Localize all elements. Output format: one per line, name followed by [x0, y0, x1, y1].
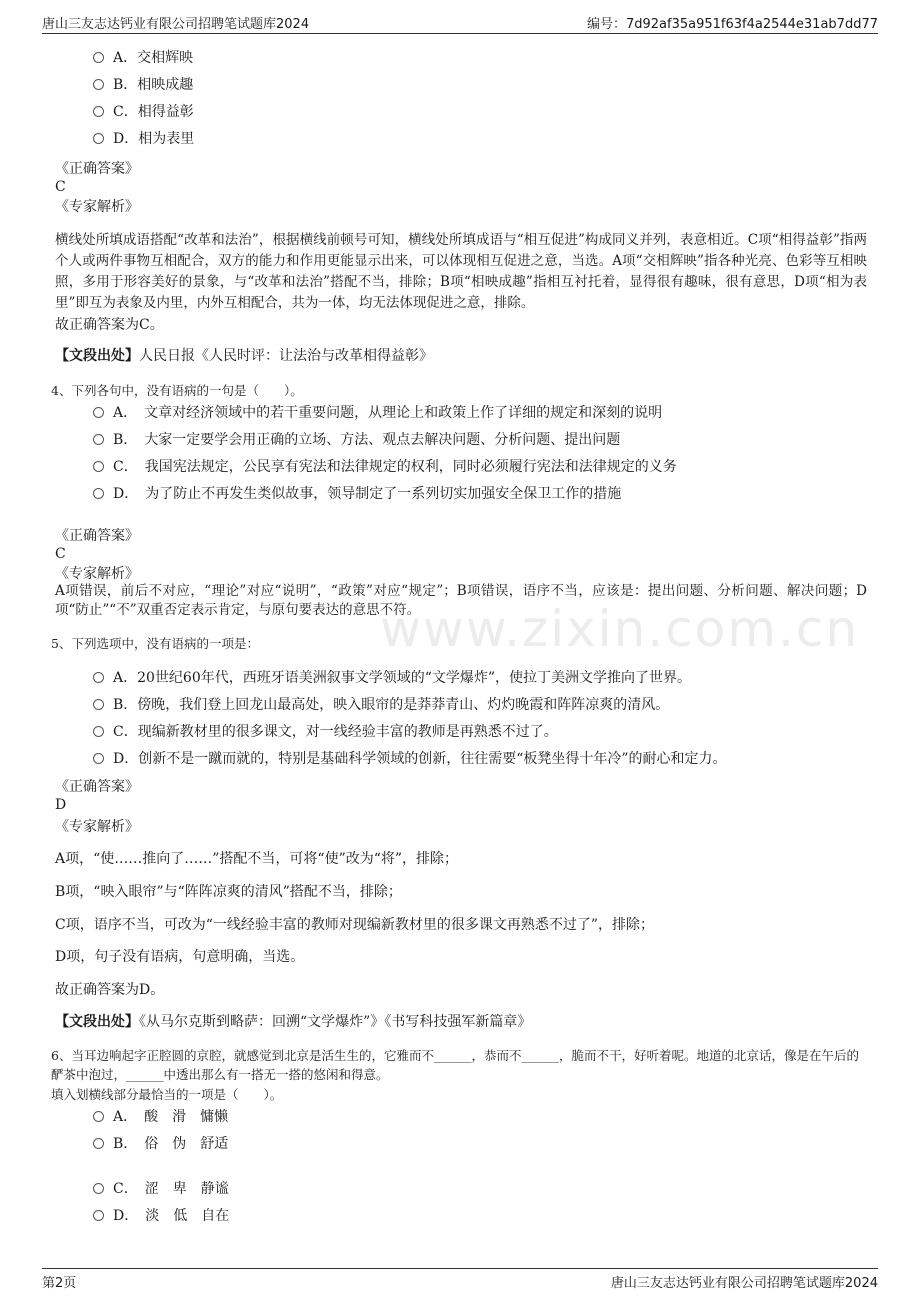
- q3-option-b[interactable]: B．相映成趣: [93, 76, 193, 94]
- radio-icon[interactable]: [93, 434, 104, 445]
- q6-stem-instruction: 填入划横线部分最恰当的一项是（ ）。: [51, 1087, 283, 1102]
- q5-option-c[interactable]: C．现编新教材里的很多课文，对一线经验丰富的教师是再熟悉不过了。: [93, 723, 558, 741]
- radio-icon[interactable]: [93, 52, 104, 63]
- q3-option-a[interactable]: A．交相辉映: [93, 49, 193, 67]
- q5-conclusion: 故正确答案为D。: [55, 982, 165, 998]
- watermark: www.zixin.com.cn: [380, 600, 860, 658]
- q6-option-b[interactable]: B． 俗 伪 舒适: [93, 1135, 228, 1153]
- q6-option-c[interactable]: C． 涩 卑 静谧: [93, 1180, 229, 1198]
- q5-analysis-label: 《专家解析》: [55, 819, 139, 835]
- q4-option-c[interactable]: C． 我国宪法规定，公民享有宪法和法律规定的权利，同时必须履行宪法和法律规定的义务: [93, 458, 677, 476]
- radio-icon[interactable]: [93, 461, 104, 472]
- q6-option-d[interactable]: D． 淡 低 自在: [93, 1207, 229, 1225]
- radio-icon[interactable]: [93, 1183, 104, 1194]
- radio-icon[interactable]: [93, 1138, 104, 1149]
- radio-icon[interactable]: [93, 1210, 104, 1221]
- footer-title: 唐山三友志达钙业有限公司招聘笔试题库2024: [610, 1276, 878, 1291]
- page-number: 第2页: [42, 1276, 77, 1291]
- radio-icon[interactable]: [93, 699, 104, 710]
- radio-icon[interactable]: [93, 672, 104, 683]
- header-serial: 编号：7d92af35a951f63f4a2544e31ab7dd77: [586, 17, 878, 32]
- q4-stem: 4、下列各句中，没有语病的一句是（ ）。: [51, 383, 303, 398]
- q5-stem: 5、下列选项中，没有语病的一项是：: [51, 636, 259, 651]
- q5-option-d[interactable]: D．创新不是一蹴而就的，特别是基础科学领域的创新，往往需要“板凳坐得十年冷”的耐心和定力。: [93, 750, 727, 768]
- q6-stem: 6、当耳边响起字正腔圆的京腔，就感觉到北京是活生生的，它雅而不______，恭而不______，脆而不干，好听着呢。地道的北京话，像是在午后的酽茶中泡过，______中透出那么有一搭无一搭的悠闲和得意。: [51, 1048, 859, 1082]
- q3-analysis-label: 《专家解析》: [55, 199, 139, 215]
- radio-icon[interactable]: [93, 488, 104, 499]
- radio-icon[interactable]: [93, 407, 104, 418]
- q4-option-b[interactable]: B． 大家一定要学会用正确的立场、方法、观点去解决问题、分析问题、提出问题: [93, 431, 620, 449]
- q5-answer: D: [55, 797, 67, 813]
- q3-answer-label: 《正确答案》: [55, 161, 139, 177]
- radio-icon[interactable]: [93, 726, 104, 737]
- q3-answer: C: [55, 179, 66, 195]
- q5-analysis-line: D项，句子没有语病，句意明确，当选。: [55, 949, 305, 965]
- q4-option-a[interactable]: A． 文章对经济领域中的若干重要问题，从理论上和政策上作了详细的规定和深刻的说明: [93, 404, 662, 422]
- q3-option-d[interactable]: D．相为表里: [93, 130, 194, 148]
- q6-option-a[interactable]: A． 酸 滑 慵懒: [93, 1108, 228, 1126]
- q5-source: 【文段出处】《从马尔克斯到略萨：回溯“文学爆炸”》《书写科技强军新篇章》: [55, 1014, 532, 1030]
- q3-option-c[interactable]: C．相得益彰: [93, 103, 194, 121]
- radio-icon[interactable]: [93, 106, 104, 117]
- radio-icon[interactable]: [93, 753, 104, 764]
- q4-analysis-label: 《专家解析》: [55, 566, 139, 582]
- q3-source: 【文段出处】人民日报《人民时评：让法治与改革相得益彰》: [55, 348, 433, 364]
- q5-analysis-line: C项，语序不当，可改为“一线经验丰富的教师对现编新教材里的很多课文再熟悉不过了”，排除；: [55, 917, 655, 933]
- q5-analysis-line: A项，“使……推向了……”搭配不当，可将“使”改为“将”，排除；: [55, 851, 459, 867]
- q5-answer-label: 《正确答案》: [55, 779, 139, 795]
- q3-analysis: 横线处所填成语搭配“改革和法治”，根据横线前顿号可知，横线处所填成语与“相互促进”构成同义并列，表意相近。C项“相得益彰”指两个人或两件事物互相配合，双方的能力和作用更能显示出来，可以体现相互促进之意，当选。A项“交相辉映”指各种光亮、色彩等互相映照，多用于形容美好的景象，与“改革和法治”搭配不当，排除；B项“相映成趣”指相互衬托着，显得很有趣味，很有意思，D项“相为表里”即互为表象及内里，内外互相配合，共为一体，均无法体现促进之意，排除。: [55, 232, 867, 311]
- q5-option-a[interactable]: A．20世纪60年代，西班牙语美洲叙事文学领域的“文学爆炸”，使拉丁美洲文学推向了世界。: [93, 669, 691, 687]
- q4-answer: C: [55, 546, 66, 562]
- q4-option-d[interactable]: D． 为了防止不再发生类似故事，领导制定了一系列切实加强安全保卫工作的措施: [93, 485, 621, 503]
- radio-icon[interactable]: [93, 1111, 104, 1122]
- radio-icon[interactable]: [93, 133, 104, 144]
- q4-analysis: A项错误，前后不对应，“理论”对应“说明”，“政策”对应“规定”；B项错误，语序不当，应该是：提出问题、分析问题、解决问题；D项“防止”“不”双重否定表示肯定，与原句要表达的意思不符。: [55, 583, 867, 618]
- page-footer: [42, 1268, 878, 1291]
- q3-conclusion: 故正确答案为C。: [55, 317, 164, 333]
- q4-answer-label: 《正确答案》: [55, 528, 139, 544]
- radio-icon[interactable]: [93, 79, 104, 90]
- header-title: 唐山三友志达钙业有限公司招聘笔试题库2024: [42, 17, 310, 32]
- q5-analysis-line: B项，“映入眼帘”与“阵阵凉爽的清风”搭配不当，排除；: [55, 884, 402, 900]
- page-header: [42, 13, 878, 34]
- q5-option-b[interactable]: B．傍晚，我们登上回龙山最高处，映入眼帘的是莽莽青山、灼灼晚霞和阵阵凉爽的清风。: [93, 696, 669, 714]
